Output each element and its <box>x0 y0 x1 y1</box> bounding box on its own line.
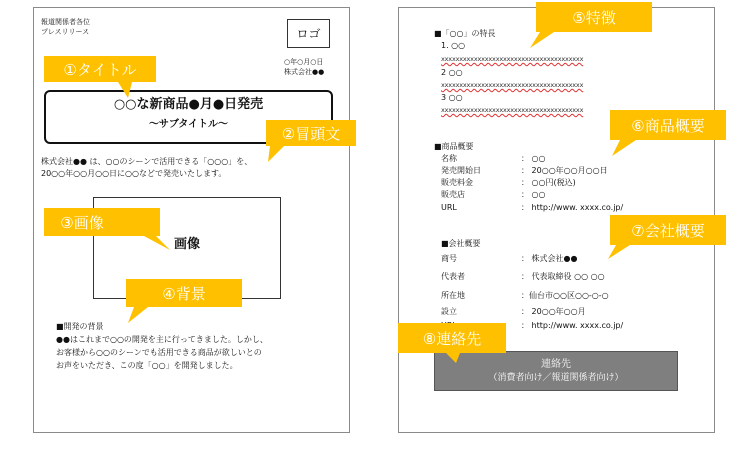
product-heading: ■商品概要 <box>434 142 474 151</box>
company-label-name: 商号 <box>441 254 457 263</box>
callout-background <box>126 279 242 307</box>
callout-company <box>610 215 726 245</box>
product-label-date: 発売開始日 <box>441 166 481 175</box>
product-label-url: URL <box>441 203 457 212</box>
callout-background-pointer <box>126 279 127 280</box>
product-value-date: ： 20○○年○○月○○日 <box>521 166 608 175</box>
page-subtitle: ～サブタイトル～ <box>148 119 229 130</box>
product-value-name: ： ○○ <box>521 154 546 163</box>
lead-line-2: 20○○年○○月○○日に○○などで発売いたします。 <box>41 169 227 178</box>
callout-image-label: ③画像 <box>60 213 104 232</box>
callout-image-pointer <box>44 208 45 209</box>
contact-box <box>434 351 678 391</box>
product-value-price: ： ○○円(税込) <box>521 178 576 187</box>
page-title: ○○な新商品●月●日発売 <box>113 97 264 112</box>
release-date: ○年○月○日 <box>284 58 324 66</box>
lead-line-1: 株式会社●● は、○○のシーンで活用できる「○○○」を、 <box>41 157 253 166</box>
callout-title <box>44 56 156 82</box>
callout-lead-pointer <box>266 120 267 121</box>
background-heading: ■開発の背景 <box>56 322 104 331</box>
feature-2: 2 ○○ <box>441 68 463 77</box>
company-heading: ■会社概要 <box>441 239 481 248</box>
logo-box: ロゴ <box>287 19 330 48</box>
contact-title: 連絡先 <box>541 359 571 371</box>
callout-title-pointer <box>44 56 45 57</box>
company-value-url: ： http://www. xxxx.co.jp/ <box>521 321 624 330</box>
callout-background-label: ④背景 <box>162 284 206 303</box>
product-value-store: ： ○○ <box>521 190 546 199</box>
contact-subtitle: （消費者向け／報道関係者向け） <box>488 372 624 383</box>
background-line-3: お声をいただき、この度「○○」を開発しました。 <box>56 361 238 370</box>
feature-2-text: xxxxxxxxxxxxxxxxxxxxxxxxxxxxxxxxxxxxxxx <box>441 81 584 89</box>
callout-contact-pointer <box>398 323 399 324</box>
callout-features <box>536 2 652 32</box>
feature-heading: ■「○○」の特長 <box>434 29 496 38</box>
feature-1: 1. ○○ <box>441 41 466 50</box>
company-value-name: ： 株式会社●● <box>521 254 578 263</box>
image-label: 画像 <box>173 237 200 252</box>
callout-features-label: ⑤特徴 <box>572 8 616 27</box>
background-line-2: お客様から○○のシーンでも活用できる商品が欲しいとの <box>56 348 262 357</box>
company-label-address: 所在地 <box>441 291 465 300</box>
release-label: プレスリリース <box>41 28 90 36</box>
feature-1-text: xxxxxxxxxxxxxxxxxxxxxxxxxxxxxxxxxxxxxxx <box>441 55 584 63</box>
addressee: 報道関係者各位 <box>41 18 90 26</box>
callout-product-pointer <box>610 110 611 111</box>
company-label-ceo: 代表者 <box>441 272 465 281</box>
callout-features-pointer <box>536 2 537 3</box>
callout-product-label: ⑥商品概要 <box>631 116 705 135</box>
callout-contact <box>398 323 506 353</box>
callout-lead-label: ②冒頭文 <box>281 124 341 143</box>
callout-image <box>44 208 160 236</box>
callout-company-label: ⑦会社概要 <box>631 221 705 240</box>
callout-company-pointer <box>610 215 611 216</box>
product-label-name: 名称 <box>441 154 457 163</box>
company-value-address: ：仙台市○○区○○-○-○ <box>521 291 609 300</box>
company-name: 株式会社●● <box>284 68 325 76</box>
background-line-1: ●●はこれまで○○の開発を主に行ってきました。しかし、 <box>56 335 268 344</box>
callout-contact-label: ⑧連絡先 <box>422 329 482 348</box>
callout-lead <box>266 120 356 146</box>
callout-title-label: ①タイトル <box>63 60 137 79</box>
company-value-ceo: ： 代表取締役 ○○ ○○ <box>521 272 605 281</box>
product-value-url: ： http://www. xxxx.co.jp/ <box>521 203 624 212</box>
feature-3: 3 ○○ <box>441 93 463 102</box>
callout-product <box>610 110 726 140</box>
feature-3-text: xxxxxxxxxxxxxxxxxxxxxxxxxxxxxxxxxxxxxxx <box>441 106 584 114</box>
company-label-founded: 設立 <box>441 307 457 316</box>
product-label-store: 販売店 <box>441 190 465 199</box>
product-label-price: 販売料金 <box>441 178 473 187</box>
company-value-founded: ： 20○○年○○月 <box>521 307 586 316</box>
